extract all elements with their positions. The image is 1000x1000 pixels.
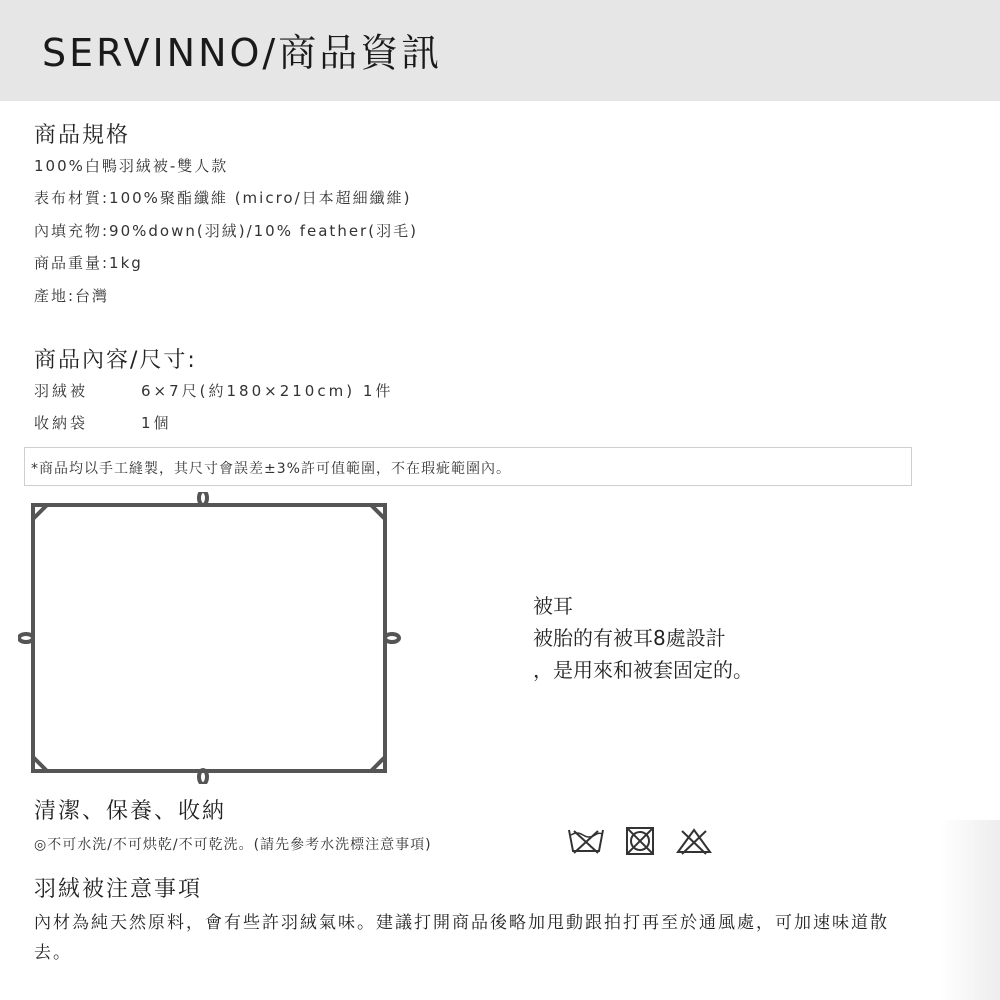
care-text: ◎不可水洗/不可烘乾/不可乾洗。(請先參考水洗標注意事項) xyxy=(34,837,432,853)
spec-line: 內填充物:90%down(羽絨)/10% feather(羽毛) xyxy=(34,222,418,240)
no-tumble-dry-icon xyxy=(620,826,660,856)
notice-title: 羽絨被注意事項 xyxy=(34,877,203,902)
content-value: 1個 xyxy=(141,414,172,432)
disclaimer-box xyxy=(24,447,912,486)
loop-title: 被耳 xyxy=(533,594,573,618)
content-value: 6×7尺(約180×210cm) 1件 xyxy=(141,382,394,400)
notice-text: 內材為純天然原料，會有些許羽絨氣味。建議打開商品後略加甩動跟拍打再至於通風處，可加速味道散去。 xyxy=(34,913,889,963)
loop-line: 被胎的有被耳8處設計 xyxy=(533,626,726,650)
edge-shadow xyxy=(940,820,1000,1000)
corner-loop xyxy=(33,757,47,771)
corner-loop xyxy=(371,757,385,771)
corner-loop xyxy=(371,505,385,519)
spec-line: 商品重量:1kg xyxy=(34,254,143,272)
content-name: 羽絨被 xyxy=(34,382,89,400)
side-loop-right xyxy=(385,634,399,642)
disclaimer-text: *商品均以手工縫製，其尺寸會誤差±3%許可值範圍，不在瑕疵範圍內。 xyxy=(31,461,511,477)
spec-line: 100%白鴨羽絨被-雙人款 xyxy=(34,157,229,175)
care-icons xyxy=(566,826,714,856)
specs-title: 商品規格 xyxy=(34,123,131,148)
spec-line: 表布材質:100%聚酯纖維 (micro/日本超細纖維) xyxy=(34,189,412,207)
loop-line: ，是用來和被套固定的。 xyxy=(533,658,753,682)
no-dry-clean-icon xyxy=(674,826,714,856)
duvet-outline xyxy=(33,505,385,771)
duvet-loop-diagram xyxy=(18,492,408,784)
care-title: 清潔、保養、收納 xyxy=(34,799,227,824)
spec-line: 產地:台灣 xyxy=(34,287,110,305)
side-loop-top xyxy=(199,492,207,505)
header-bar xyxy=(0,0,1000,101)
loop-description xyxy=(533,590,753,686)
page-title: SERVINNO/商品資訊 xyxy=(42,31,443,75)
content-name: 收納袋 xyxy=(34,414,89,432)
side-loop-left xyxy=(19,634,33,642)
corner-loop xyxy=(33,505,47,519)
contents-title: 商品內容/尺寸: xyxy=(34,348,197,373)
no-wash-icon xyxy=(566,826,606,856)
